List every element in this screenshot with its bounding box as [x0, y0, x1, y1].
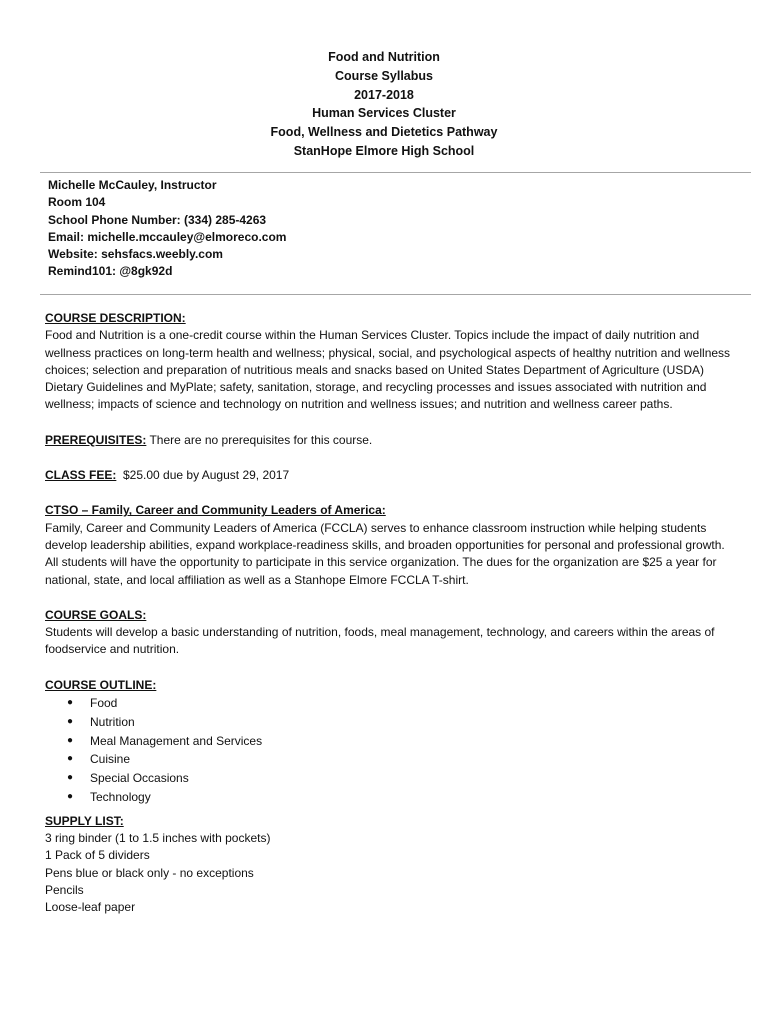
outline-item-label: Food [90, 696, 118, 711]
list-item [45, 750, 735, 769]
ctso-heading: CTSO – Family, Career and Community Leaders of America: [45, 503, 386, 518]
document-header [0, 48, 768, 161]
prerequisites-section [45, 432, 735, 449]
course-title: Food and Nutrition [328, 50, 440, 64]
school-year: 2017-2018 [354, 87, 414, 102]
divider-top [40, 172, 751, 173]
school-name: StanHope Elmore High School [293, 143, 475, 158]
class-fee-text: $25.00 due by August 29, 2017 [116, 468, 290, 483]
prerequisites-heading: PREREQUISITES: [45, 432, 147, 447]
class-fee-section [45, 467, 735, 484]
bullet-icon: ● [67, 753, 74, 765]
list-item [45, 769, 735, 788]
list-item [45, 732, 735, 751]
remind-code: Remind101: @8gk92d [48, 264, 173, 279]
class-fee-heading: CLASS FEE: [45, 468, 117, 483]
supply-item: 3 ring binder (1 to 1.5 inches with pockets) [45, 831, 271, 846]
course-outline-section [45, 677, 735, 807]
supply-item: Pencils [45, 883, 84, 898]
outline-item-label: Nutrition [90, 714, 135, 729]
course-goals-text: Students will develop a basic understanding of nutrition, foods, meal management, technology, and careers within the areas of foodservice and nutrition. [45, 625, 715, 657]
bullet-icon: ● [67, 772, 74, 784]
contact-block [48, 177, 286, 281]
course-goals-heading: COURSE GOALS: [45, 607, 147, 622]
list-item [45, 713, 735, 732]
phone-number: School Phone Number: (334) 285-4263 [48, 212, 267, 227]
course-description-section [45, 310, 735, 414]
outline-item-label: Meal Management and Services [90, 733, 263, 748]
document-type: Course Syllabus [335, 68, 433, 83]
cluster-name: Human Services Cluster [312, 106, 456, 121]
supply-item: 1 Pack of 5 dividers [45, 848, 150, 863]
list-item [45, 694, 735, 713]
ctso-section [45, 502, 735, 588]
course-description-text: Food and Nutrition is a one-credit course within the Human Services Cluster. Topics include the impact of daily nutrition and wellness practices on long-term health and wellness; physical, social, and psychological aspects of healthy nutrition and wellness choices; selection and preparation of nutritious meals and snacks based on United States Department of Agriculture (USDA) Dietary Guidelines and MyPlate; safety, sanitation, storage, and recycling processes and issues associated with nutrition and wellness; impacts of science and technology on nutrition and wellness issues; and nutrition and wellness career paths. [45, 328, 731, 412]
outline-item-label: Cuisine [90, 752, 131, 767]
bullet-icon: ● [67, 734, 74, 746]
bullet-icon: ● [67, 791, 74, 803]
outline-item-label: Special Occasions [90, 771, 189, 786]
email-address: Email: michelle.mccauley@elmoreco.com [48, 229, 287, 244]
divider-bottom [40, 294, 751, 295]
supply-item: Pens blue or black only - no exceptions [45, 865, 254, 880]
bullet-icon: ● [67, 715, 74, 727]
syllabus-body [45, 310, 735, 917]
ctso-text: Family, Career and Community Leaders of America (FCCLA) serves to enhance classroom instruction while helping students develop leadership abilities, expand workplace-readiness skills, and broaden opportunities for personal and professional growth. All students will have the opportunity to participate in this service organization. The dues for the organization are $25 a year for national, state, and local affiliation as well as a Stanhope Elmore FCCLA T-shirt. [45, 520, 725, 587]
supply-list-section [45, 813, 735, 917]
instructor-name: Michelle McCauley, Instructor [48, 178, 217, 192]
supply-list-heading: SUPPLY LIST: [45, 813, 124, 828]
course-description-heading: COURSE DESCRIPTION: [45, 311, 186, 325]
prerequisites-text: There are no prerequisites for this course. [146, 432, 373, 447]
supply-item: Loose-leaf paper [45, 900, 136, 915]
bullet-icon: ● [67, 697, 74, 709]
course-goals-section [45, 607, 735, 659]
website-address: Website: sehsfacs.weebly.com [48, 247, 223, 262]
room-number: Room 104 [48, 195, 106, 210]
pathway-name: Food, Wellness and Dietetics Pathway [270, 125, 498, 140]
course-outline-heading: COURSE OUTLINE: [45, 677, 157, 692]
outline-item-label: Technology [90, 790, 151, 805]
list-item [45, 788, 735, 807]
course-outline-list [45, 694, 735, 807]
